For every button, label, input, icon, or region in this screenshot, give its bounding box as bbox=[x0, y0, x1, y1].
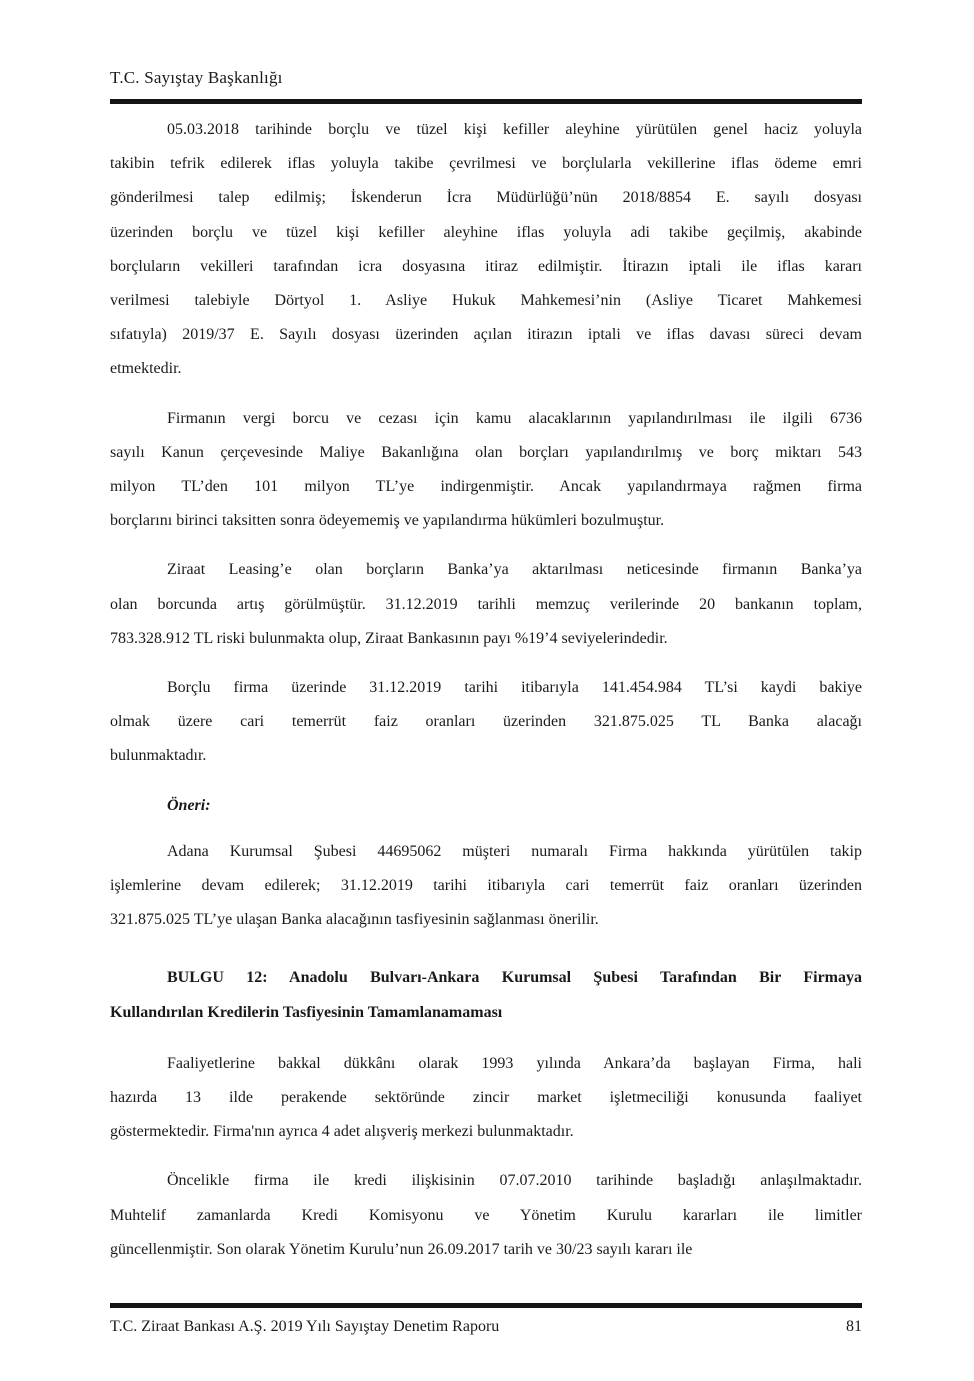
text-line: olan borcunda artış görülmüştür. 31.12.2019 tarihli memzuç verilerinde 20 bankanın toplam, bbox=[110, 595, 862, 613]
page-body bbox=[110, 0, 862, 1381]
text-line: 783.328.912 TL riski bulunmakta olup, Ziraat Bankasının payı %19’4 seviyelerindedir. bbox=[110, 629, 668, 647]
heading-italic bbox=[110, 789, 862, 823]
text-line: hazırda 13 ilde perakende sektöründe zincir market işletmeciliği konusunda faaliyet bbox=[110, 1089, 862, 1107]
paragraph bbox=[110, 402, 862, 539]
text-line: işlemlerine devam edilerek; 31.12.2019 tarihi itibarıyla cari temerrüt faiz oranları üzerinden bbox=[110, 877, 862, 895]
text-line: Adana Kurumsal Şubesi 44695062 müşteri numaralı Firma hakkında yürütülen takip bbox=[167, 842, 862, 860]
text-line: verilmesi talebiyle Dörtyol 1. Asliye Hukuk Mahkemesi’nin (Asliye Ticaret Mahkemesi bbox=[110, 292, 862, 310]
page-number: 81 bbox=[846, 1318, 862, 1335]
text-line: Öneri: bbox=[167, 796, 211, 814]
text-line: sayılı Kanun çerçevesinde Maliye Bakanlığına olan borçları yapılandırılmış ve borç miktarı 543 bbox=[110, 443, 862, 461]
text-line: göstermektedir. Firma'nın ayrıca 4 adet alışveriş merkezi bulunmaktadır. bbox=[110, 1123, 574, 1141]
paragraph bbox=[110, 671, 862, 774]
text-line: borçluların vekilleri tarafından icra dosyasına itiraz edilmiştir. İtirazın iptali ile iflas kararı bbox=[110, 257, 862, 275]
text-line: bulunmaktadır. bbox=[110, 747, 207, 765]
text-line: etmektedir. bbox=[110, 360, 182, 378]
paragraph bbox=[110, 1047, 862, 1150]
page-footer bbox=[110, 1303, 862, 1339]
text-line: Faaliyetlerine bakkal dükkânı olarak 1993 yılında Ankara’da başlayan Firma, hali bbox=[167, 1054, 862, 1072]
paragraph bbox=[110, 835, 862, 938]
text-line: Firmanın vergi borcu ve cezası için kamu alacaklarının yapılandırılması ile ilgili 6736 bbox=[167, 409, 862, 427]
text-line: sıfatıyla) 2019/37 E. Sayılı dosyası üzerinden açılan itirazın iptali ve iflas davası süreci devam bbox=[110, 326, 862, 344]
text-line: takibin tefrik edilerek iflas yoluyla takibe çevrilmesi ve borçlularla vekillerine iflas ödeme emri bbox=[110, 155, 862, 173]
text-line: milyon TL’den 101 milyon TL’ye indirgenmiştir. Ancak yapılandırmaya rağmen firma bbox=[110, 478, 862, 496]
footer-rule bbox=[110, 1303, 862, 1308]
text-line: 321.875.025 TL’ye ulaşan Banka alacağının tasfiyesinin sağlanması önerilir. bbox=[110, 911, 599, 929]
heading-bold bbox=[110, 961, 862, 1029]
paragraph bbox=[110, 113, 862, 387]
text-line: 05.03.2018 tarihinde borçlu ve tüzel kişi kefiller aleyhine yürütülen genel haciz yoluyla bbox=[167, 121, 862, 138]
header-title: T.C. Sayıştay Başkanlığı bbox=[110, 68, 283, 87]
paragraph bbox=[110, 553, 862, 656]
text-line: borçlarını birinci taksitten sonra ödeyememiş ve yapılandırma hükümleri bozulmuştur. bbox=[110, 512, 665, 530]
text-line: üzerinden borçlu ve tüzel kişi kefiller aleyhine iflas yoluyla adi takibe geçilmiş, akabinde bbox=[110, 223, 862, 241]
text-line: Öncelikle firma ile kredi ilişkisinin 07.07.2010 tarihinde başladığı anlaşılmaktadır. bbox=[167, 1172, 862, 1190]
text-line: güncellenmiştir. Son olarak Yönetim Kurulu’nun 26.09.2017 tarih ve 30/23 sayılı kararı ile bbox=[110, 1240, 693, 1258]
text-line: Muhtelif zamanlarda Kredi Komisyonu ve Yönetim Kurulu kararları ile limitler bbox=[110, 1206, 862, 1224]
page-header bbox=[110, 0, 862, 104]
text-line: BULGU 12: Anadolu Bulvarı-Ankara Kurumsal Şubesi Tarafından Bir Firmaya bbox=[167, 969, 862, 987]
text-line: Borçlu firma üzerinde 31.12.2019 tarihi itibarıyla 141.454.984 TL’si kaydi bakiye bbox=[167, 679, 862, 697]
paragraph bbox=[110, 1164, 862, 1267]
text-line: Ziraat Leasing’e olan borçların Banka’ya aktarılması neticesinde firmanın Banka’ya bbox=[167, 561, 862, 579]
document-content bbox=[110, 104, 862, 1267]
footer-report-title: T.C. Ziraat Bankası A.Ş. 2019 Yılı Sayıştay Denetim Raporu bbox=[110, 1318, 500, 1335]
text-line: olmak üzere cari temerrüt faiz oranları üzerinden 321.875.025 TL Banka alacağı bbox=[110, 713, 862, 731]
text-line: Kullandırılan Kredilerin Tasfiyesinin Tamamlanamaması bbox=[110, 1003, 503, 1021]
text-line: gönderilmesi talep edilmiş; İskenderun İcra Müdürlüğü’nün 2018/8854 E. sayılı dosyası bbox=[110, 189, 862, 207]
footer-row bbox=[110, 1315, 862, 1339]
